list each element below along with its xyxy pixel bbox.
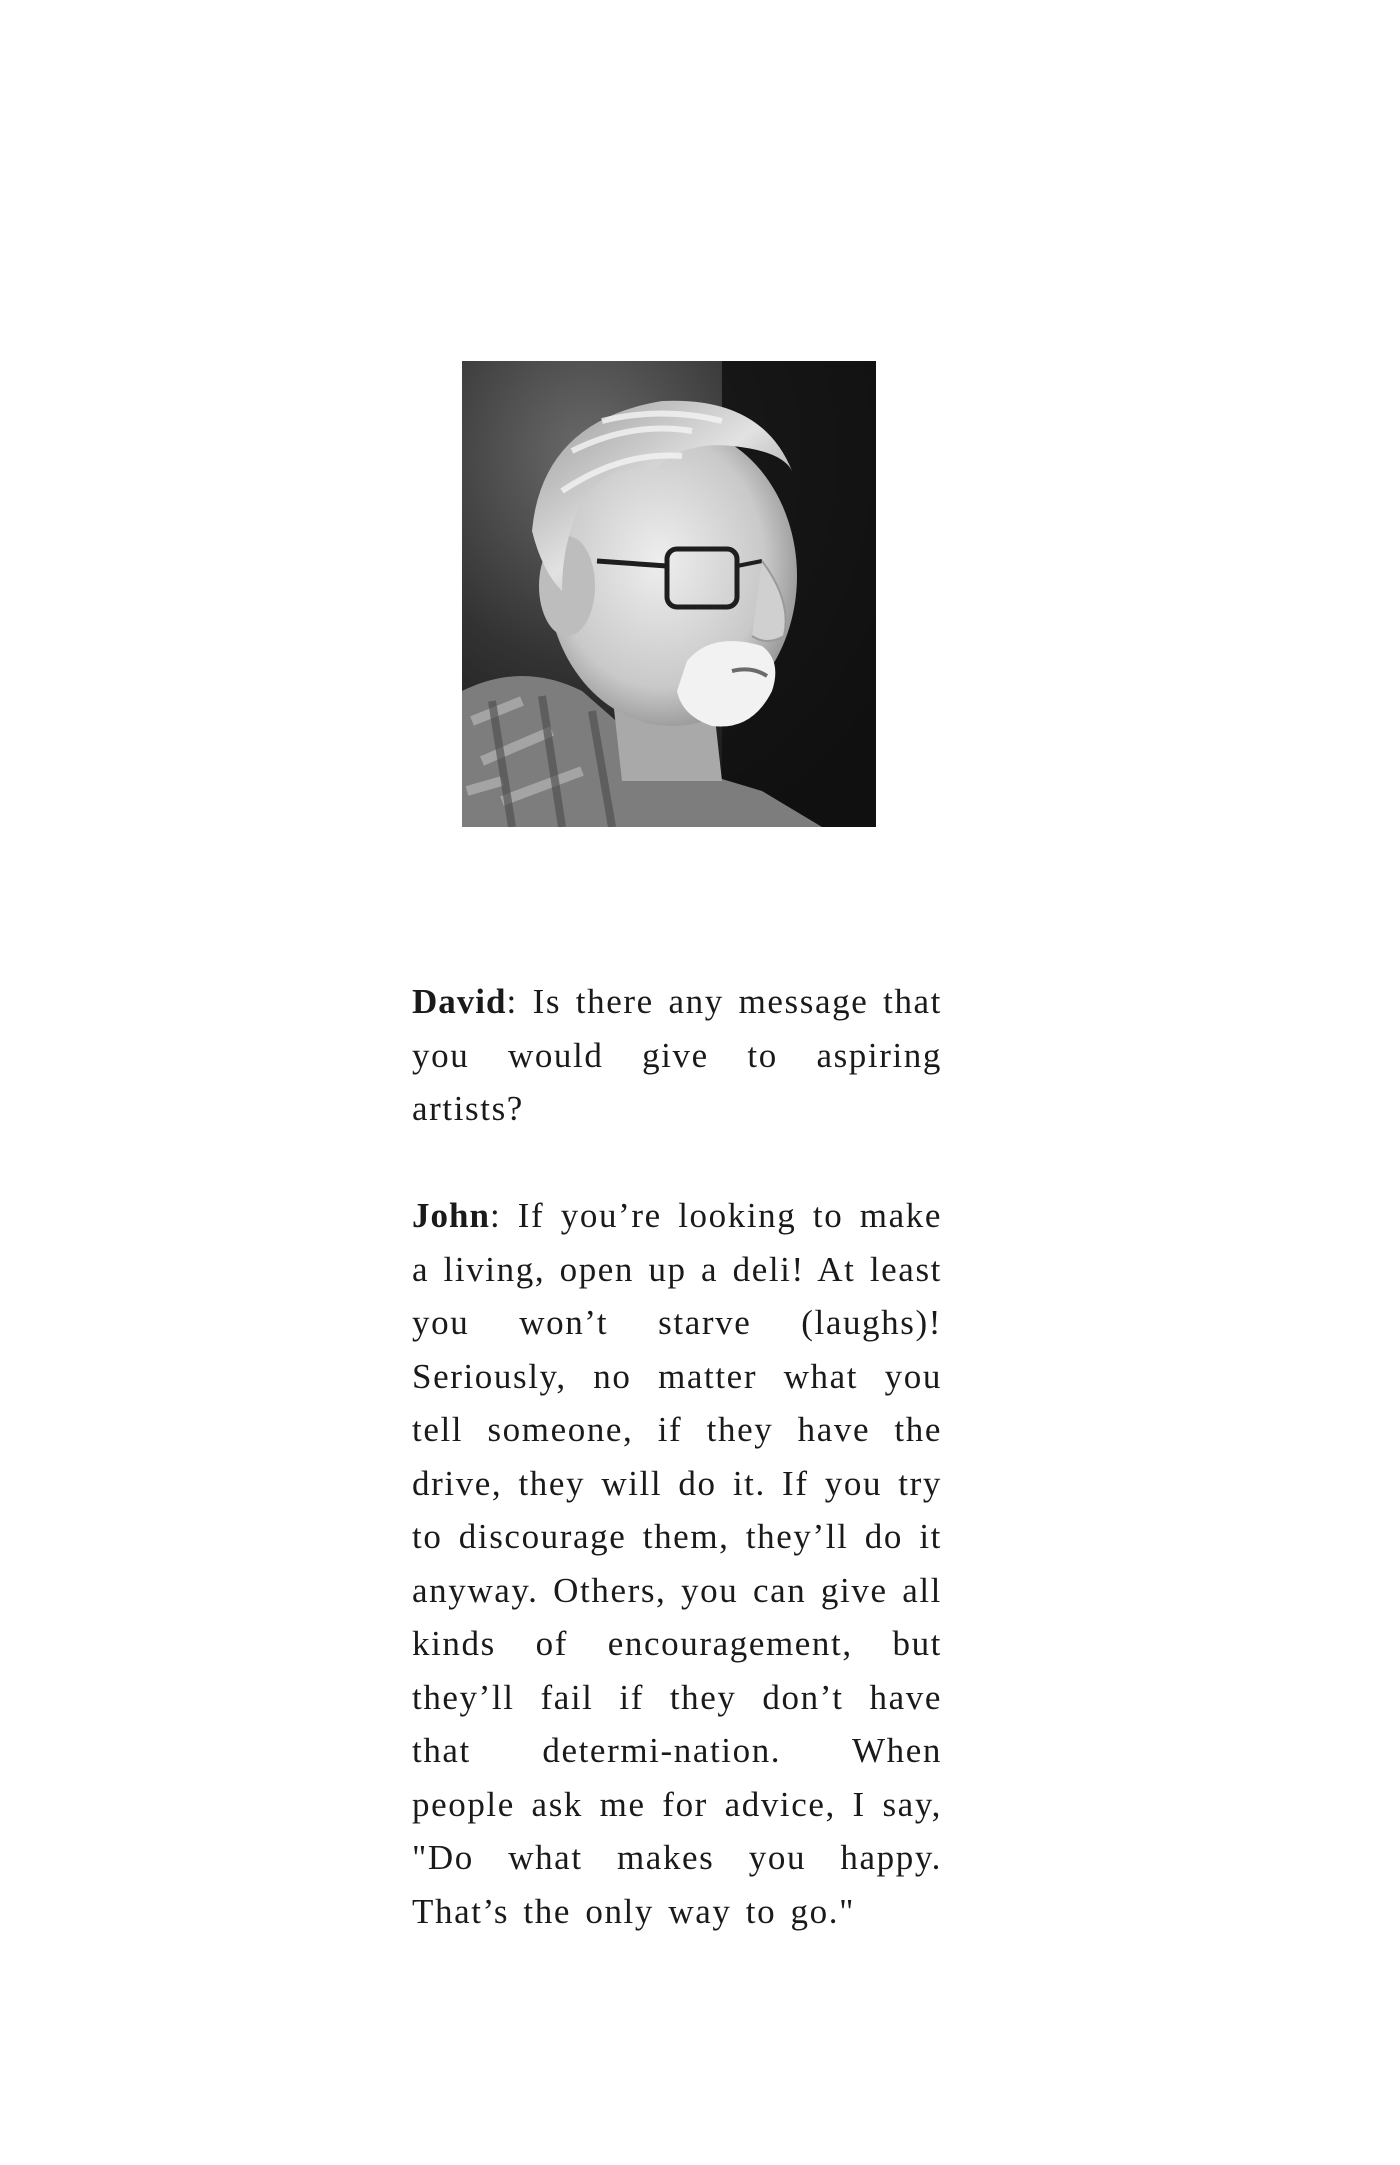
portrait-illustration bbox=[462, 361, 876, 827]
speaker-separator: : bbox=[489, 1196, 502, 1235]
dialogue-paragraph-john bbox=[412, 1189, 942, 1938]
speaker-separator: : bbox=[506, 982, 518, 1021]
speaker-name: David bbox=[412, 982, 507, 1021]
portrait-photo bbox=[462, 361, 876, 827]
interview-text bbox=[412, 975, 942, 1938]
dialogue-text: If you’re looking to make a living, open up a deli! At least you won’t starve (laughs)! Seriously, no matter what you tell someone, if they have the drive, they will do it. If you try to discourage them, they’ll do it anyway. Others, you can give all kinds of encouragement, but they’ll fail if they don’t have that determi-nation. When people ask me for advice, I say, "Do what makes you happy. That’s the only way to go." bbox=[412, 1196, 942, 1931]
dialogue-paragraph-david bbox=[412, 975, 942, 1136]
dialogue-text: Is there any message that you would give to aspiring artists? bbox=[412, 982, 942, 1128]
speaker-name: John bbox=[412, 1196, 490, 1235]
